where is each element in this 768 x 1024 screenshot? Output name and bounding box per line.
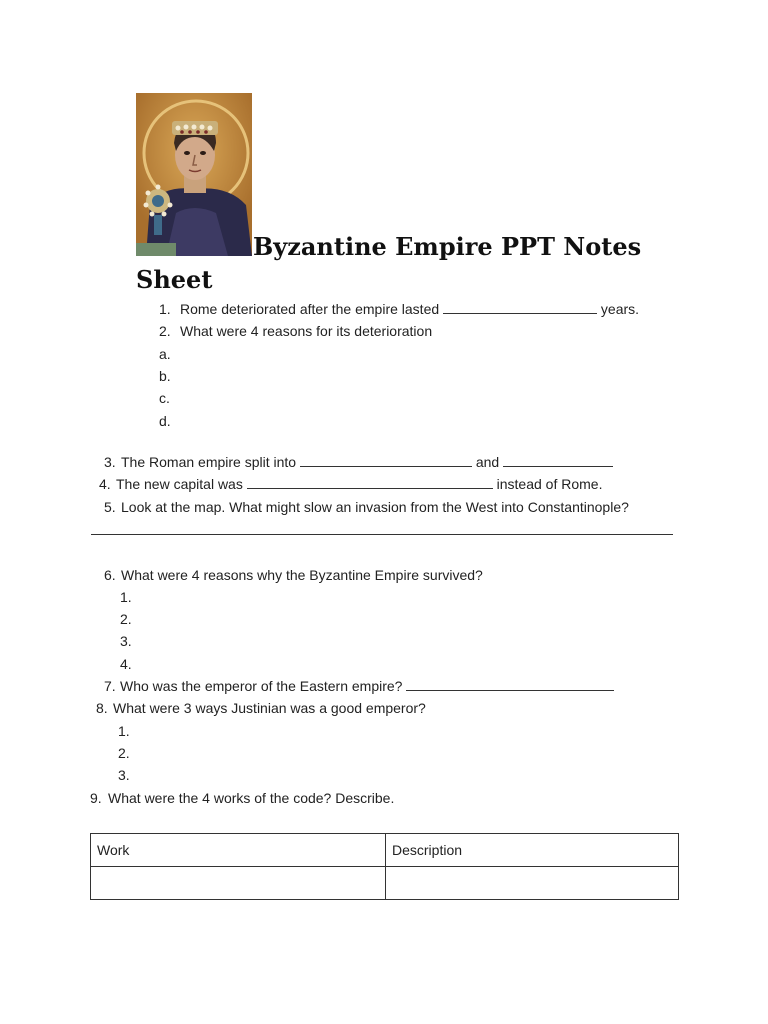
code-works-table: [90, 833, 679, 900]
list-item-marker: c.: [159, 390, 170, 406]
question-8-number: 8.: [96, 700, 108, 716]
list-item-marker: 2.: [120, 611, 132, 627]
list-item-marker: 4.: [120, 656, 132, 672]
answer-line-q5[interactable]: [91, 534, 673, 535]
question-1-suffix: years.: [600, 301, 640, 317]
question-9-text: What were the 4 works of the code? Describe.: [108, 790, 395, 806]
justinian-portrait-image: [136, 93, 252, 256]
question-3: [121, 453, 613, 471]
question-7-text: Who was the emperor of the Eastern empire?: [120, 678, 403, 694]
question-4-number: 4.: [99, 476, 111, 492]
page-title-continued: Sheet: [136, 265, 213, 294]
question-3-number: 3.: [104, 454, 116, 470]
answer-blank-emperor[interactable]: [406, 677, 614, 691]
question-4-text: The new capital was: [116, 476, 243, 492]
question-1: [180, 300, 639, 318]
question-4: [116, 475, 602, 493]
question-5-text: Look at the map. What might slow an invasion from the West into Constantinople?: [121, 499, 629, 515]
question-3-text: The Roman empire split into: [121, 454, 297, 470]
table-header-description: Description: [386, 834, 679, 867]
table-row: [91, 867, 679, 900]
table-cell-work[interactable]: [91, 867, 386, 900]
answer-blank-capital[interactable]: [247, 475, 493, 489]
question-4-suffix: instead of Rome.: [496, 476, 603, 492]
question-2-text: What were 4 reasons for its deterioration: [180, 323, 433, 339]
question-3-and: and: [475, 454, 500, 470]
list-item-marker: 3.: [120, 633, 132, 649]
question-1-text: Rome deteriorated after the empire lasted: [180, 301, 440, 317]
page-title: Byzantine Empire PPT Notes: [253, 232, 642, 261]
list-item-marker: 1.: [120, 589, 132, 605]
question-7-number: 7.: [104, 678, 116, 694]
answer-blank-split-2[interactable]: [503, 453, 613, 467]
question-6-text: What were 4 reasons why the Byzantine Empire survived?: [121, 567, 483, 583]
list-item-marker: b.: [159, 368, 171, 384]
answer-blank-years[interactable]: [443, 300, 597, 314]
list-item-marker: 1.: [118, 723, 130, 739]
question-8-text: What were 3 ways Justinian was a good emperor?: [113, 700, 426, 716]
answer-blank-split-1[interactable]: [300, 453, 472, 467]
question-9-number: 9.: [90, 790, 102, 806]
question-5-number: 5.: [104, 499, 116, 515]
table-header-work: Work: [91, 834, 386, 867]
list-item-marker: d.: [159, 413, 171, 429]
table-cell-description[interactable]: [386, 867, 679, 900]
question-2-number: 2.: [159, 323, 171, 339]
question-6-number: 6.: [104, 567, 116, 583]
question-7: [120, 677, 614, 695]
list-item-marker: 2.: [118, 745, 130, 761]
table-header-row: [91, 834, 679, 867]
list-item-marker: 3.: [118, 767, 130, 783]
list-item-marker: a.: [159, 346, 171, 362]
question-1-number: 1.: [159, 301, 171, 317]
